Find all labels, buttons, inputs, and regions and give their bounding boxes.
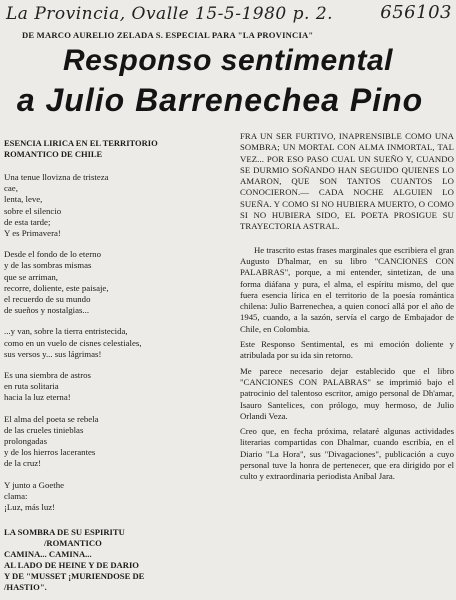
poem-line: de esta tarde;: [4, 216, 51, 227]
poem-line: y de las sombras mismas: [4, 260, 92, 271]
poem-line: sus versos y... sus lágrimas!: [4, 348, 102, 359]
poem-line: sobre el silencio: [4, 205, 62, 216]
poem-line: ...y van, sobre la tierra entristecida,: [4, 326, 128, 337]
poem-line: de la cruz!: [4, 458, 42, 469]
poem-line: clama:: [4, 490, 28, 501]
poem-line: Es una siembra de astros: [4, 370, 91, 381]
poem-line: cae,: [4, 183, 18, 194]
poem-line: el recuerdo de su mundo: [4, 294, 91, 305]
poem-stanza: [4, 414, 232, 470]
poem-line: El alma del poeta se rebela: [4, 413, 99, 424]
poem-line: lenta, leve,: [4, 194, 43, 205]
poem-line: en ruta solitaria: [4, 381, 59, 392]
closing-line: /HASTIO".: [4, 582, 47, 593]
poem-line: ¡Luz, más luz!: [4, 502, 56, 513]
poem-line: Una tenue llovizna de tristeza: [4, 172, 109, 182]
subhead-line: ROMANTICO DE CHILE: [4, 149, 103, 159]
poem-line: de las crueles tinieblas: [4, 424, 84, 435]
handwritten-catalog-number: 656103: [380, 2, 452, 23]
poem-stanza: [4, 480, 232, 514]
byline: DE MARCO AURELIO ZELADA S. ESPECIAL PARA "LA PROVINCIA": [22, 30, 314, 40]
poem-line: como en un vuelo de cisnes celestiales,: [4, 337, 142, 348]
poem-line: hacia la luz eterna!: [4, 392, 71, 403]
poem-line: Y es Primavera!: [4, 228, 61, 239]
poem-stanza: [4, 326, 232, 360]
closing-line: LA SOMBRA DE SU ESPIRITU: [4, 527, 125, 538]
article-paragraph: FRA UN SER FURTIVO, INAPRENSIBLE COMO UNA SOMBRA; UN MORTAL CON ALMA INMORTAL, TAL VEZ... POR ESO PASO CUAL UN SUEÑO Y, CUANDO SE DURMIO SOÑANDO HAN SEGUIDO QUIENES LO AMARON, QUE SON TANTOS CUANTOS LO CONOCIERON.— CADA NOCHE ALGUIEN LO SUEÑA. Y COMO SI NO HUBIERA MUERTO, O COMO SI NO HUBIERA SIDO, EL POETA PROSIGUE SU TRAYECTORIA ASTRAL.: [240, 131, 454, 232]
poem-line: Desde el fondo de lo eterno: [4, 249, 101, 260]
poem-line: que se arriman,: [4, 271, 58, 282]
handwritten-annotation: [6, 2, 452, 28]
handwritten-source: La Provincia, Ovalle 15-5-1980 p. 2.: [6, 4, 334, 24]
closing-line: CAMINA... CAMINA...: [4, 549, 92, 560]
article-paragraph: Este Responso Sentimental, es mi emoción doliente y atribulada por su ida sin retorno.: [240, 339, 454, 361]
article-paragraph: He trascrito estas frases marginales que escribiera el gran Augusto D'halmar, en su libro "CANCIONES CON PALABRAS", porque, a mi entender, sintetizan, de una forma diáfana y pura, el alma, el espíritu mismo, del que fuera esencia lírica en el territorio de la poesía romántica chilena: Julio Barrenechea, a quien conocí allá por el año de 1945, cuando, a la sazón, servía el cargo de Embajador de Chile, en Colombia.: [240, 244, 454, 334]
poem-line: de sueños y nostalgias...: [4, 305, 90, 316]
right-column: [240, 131, 454, 600]
poem-stanza: [4, 172, 232, 239]
article-paragraph: Creo que, en fecha próxima, relataré algunas actividades literarias compartidas con Dhalmar, cuando escribía, en el Diario "La Hora", sus "Divagaciones", publicación a cuyo personal tuve la honra de pertenecer, que era dirigido por el culto y extraordinaria periodista Aníbal Jara.: [240, 426, 454, 482]
article-paragraph: Me parece necesario dejar establecido que el libro "CANCIONES CON PALABRAS" se imprimió bajo el patrocinio del talentoso escritor, amigo personal de Dh'amar, Isauro Santelices, con prólogo, muy hermoso, de Julio Orlandi Veza.: [240, 365, 454, 421]
poem-line: prolongadas: [4, 436, 47, 447]
poem-line: y de los hierros lacerantes: [4, 447, 96, 458]
closing-verse: [4, 527, 232, 593]
left-column: [4, 138, 232, 598]
poem-line: Y junto a Goethe: [4, 479, 65, 490]
headline-line-2: a Julio Barrenechea Pino: [16, 82, 424, 118]
closing-line: Y DE "MUSSET ¡MURIENDOSE DE: [4, 571, 145, 582]
poem-stanza: [4, 249, 232, 316]
poem-line: recorre, doliente, este paisaje,: [4, 282, 109, 293]
headline-line-1: Responso sentimental: [62, 44, 394, 77]
closing-line: /ROMANTICO: [44, 538, 102, 549]
poem-stanza: [4, 370, 232, 404]
section-subhead: [4, 138, 232, 160]
subhead-line: ESENCIA LIRICA EN EL TERRITORIO: [4, 138, 158, 148]
closing-line: AL LADO DE HEINE Y DE DARIO: [4, 560, 139, 571]
